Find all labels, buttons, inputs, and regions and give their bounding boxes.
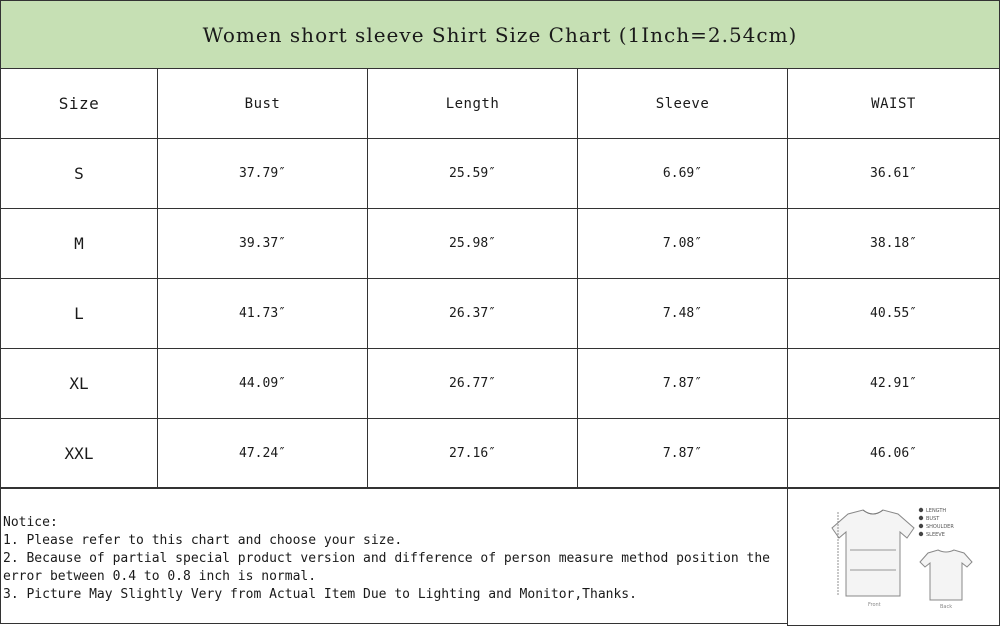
measurement-diagram bbox=[787, 487, 1000, 626]
table-row bbox=[1, 139, 1000, 209]
notice-item: 2. Because of partial special product version and difference of person measure method position the error between 0.4 to 0.8 inch is normal. bbox=[3, 551, 778, 584]
shirt-diagram bbox=[788, 488, 999, 625]
legend-length: LENGTH bbox=[926, 508, 947, 514]
sleeve-cell: 6.69″ bbox=[578, 139, 788, 209]
notice-item: 1. Please refer to this chart and choose your size. bbox=[3, 533, 403, 548]
table-row bbox=[1, 209, 1000, 279]
notice-section bbox=[0, 487, 787, 624]
waist-cell: 40.55″ bbox=[788, 279, 1000, 349]
chart-title: Women short sleeve Shirt Size Chart (1Inch=2.54cm) bbox=[0, 0, 1000, 69]
header-row bbox=[1, 69, 1000, 139]
header-length: Length bbox=[368, 69, 578, 139]
sleeve-cell: 7.48″ bbox=[578, 279, 788, 349]
legend-sleeve: SLEEVE bbox=[926, 532, 945, 538]
table-row bbox=[1, 419, 1000, 489]
bust-cell: 47.24″ bbox=[158, 419, 368, 489]
bust-cell: 44.09″ bbox=[158, 349, 368, 419]
header-sleeve: Sleeve bbox=[578, 69, 788, 139]
size-cell: S bbox=[1, 139, 158, 209]
front-label: Front bbox=[868, 602, 881, 608]
back-label: Back bbox=[940, 604, 953, 610]
sleeve-cell: 7.08″ bbox=[578, 209, 788, 279]
bust-cell: 39.37″ bbox=[158, 209, 368, 279]
waist-cell: 36.61″ bbox=[788, 139, 1000, 209]
bust-cell: 41.73″ bbox=[158, 279, 368, 349]
front-shirt-shape bbox=[832, 510, 914, 596]
waist-cell: 38.18″ bbox=[788, 209, 1000, 279]
size-cell: XL bbox=[1, 349, 158, 419]
back-shirt-shape bbox=[920, 550, 972, 600]
notice-item: 3. Picture May Slightly Very from Actual Item Due to Lighting and Monitor,Thanks. bbox=[3, 587, 637, 602]
notice-heading: Notice: bbox=[3, 515, 58, 530]
bust-cell: 37.79″ bbox=[158, 139, 368, 209]
sleeve-cell: 7.87″ bbox=[578, 349, 788, 419]
length-cell: 26.77″ bbox=[368, 349, 578, 419]
sleeve-cell: 7.87″ bbox=[578, 419, 788, 489]
size-cell: XXL bbox=[1, 419, 158, 489]
waist-cell: 42.91″ bbox=[788, 349, 1000, 419]
legend-shoulder: SHOULDER bbox=[926, 524, 954, 530]
length-cell: 25.59″ bbox=[368, 139, 578, 209]
size-table bbox=[0, 68, 1000, 489]
header-size: Size bbox=[1, 69, 158, 139]
header-waist: WAIST bbox=[788, 69, 1000, 139]
table-row bbox=[1, 279, 1000, 349]
header-bust: Bust bbox=[158, 69, 368, 139]
size-cell: L bbox=[1, 279, 158, 349]
size-cell: M bbox=[1, 209, 158, 279]
legend-bust: BUST bbox=[926, 516, 940, 522]
length-cell: 27.16″ bbox=[368, 419, 578, 489]
length-cell: 26.37″ bbox=[368, 279, 578, 349]
table-row bbox=[1, 349, 1000, 419]
length-cell: 25.98″ bbox=[368, 209, 578, 279]
waist-cell: 46.06″ bbox=[788, 419, 1000, 489]
